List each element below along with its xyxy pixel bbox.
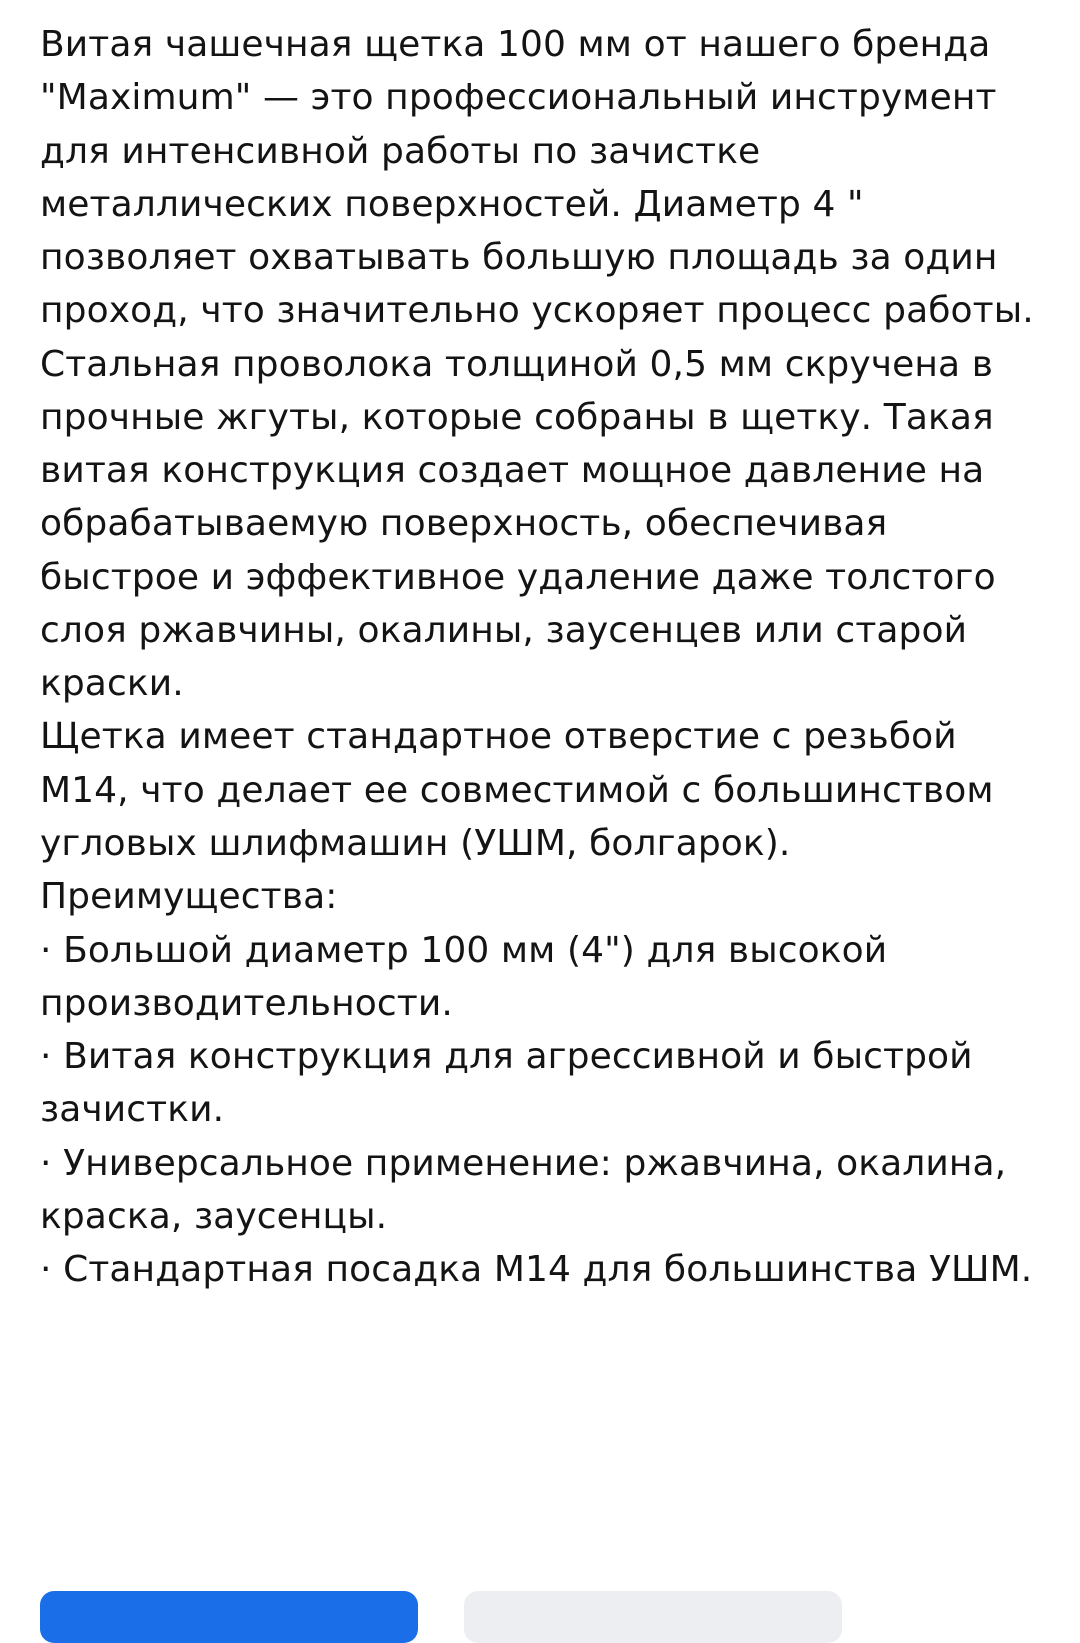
primary-action-button[interactable]	[40, 1591, 418, 1643]
advantage-item-3: · Универсальное применение: ржавчина, окалина, краска, заусенцы.	[40, 1142, 1007, 1237]
description-paragraph-1: Витая чашечная щетка 100 мм от нашего бренда "Maximum" — это профессиональный инструмент для интенсивной работы по зачистке металлических поверхностей. Диаметр 4 " позволяет охватывать большую площадь за один проход, что значительно ускоряет процесс работы.	[40, 24, 1034, 332]
description-paragraph-2: Стальная проволока толщиной 0,5 мм скручена в прочные жгуты, которые собраны в щетку. Такая витая конструкция создает мощное давление на обрабатываемую поверхность, обеспечивая быстрое и эффективное удаление даже толстого слоя ржавчины, окалины, заусенцев или старой краски.	[40, 343, 996, 705]
secondary-action-button[interactable]	[464, 1591, 842, 1643]
description-body	[40, 18, 1036, 1296]
advantage-item-1: · Большой диаметр 100 мм (4") для высокой производительности.	[40, 929, 888, 1024]
action-buttons-row	[40, 1591, 1036, 1625]
advantage-item-4: · Стандартная посадка М14 для большинства УШМ.	[40, 1249, 1033, 1291]
advantages-heading: Преимущества:	[40, 876, 338, 918]
description-paragraph-3: Щетка имеет стандартное отверстие с резьбой М14, что делает ее совместимой с большинством угловых шлифмашин (УШМ, болгарок).	[40, 716, 994, 864]
advantage-item-2: · Витая конструкция для агрессивной и быстрой зачистки.	[40, 1036, 973, 1131]
